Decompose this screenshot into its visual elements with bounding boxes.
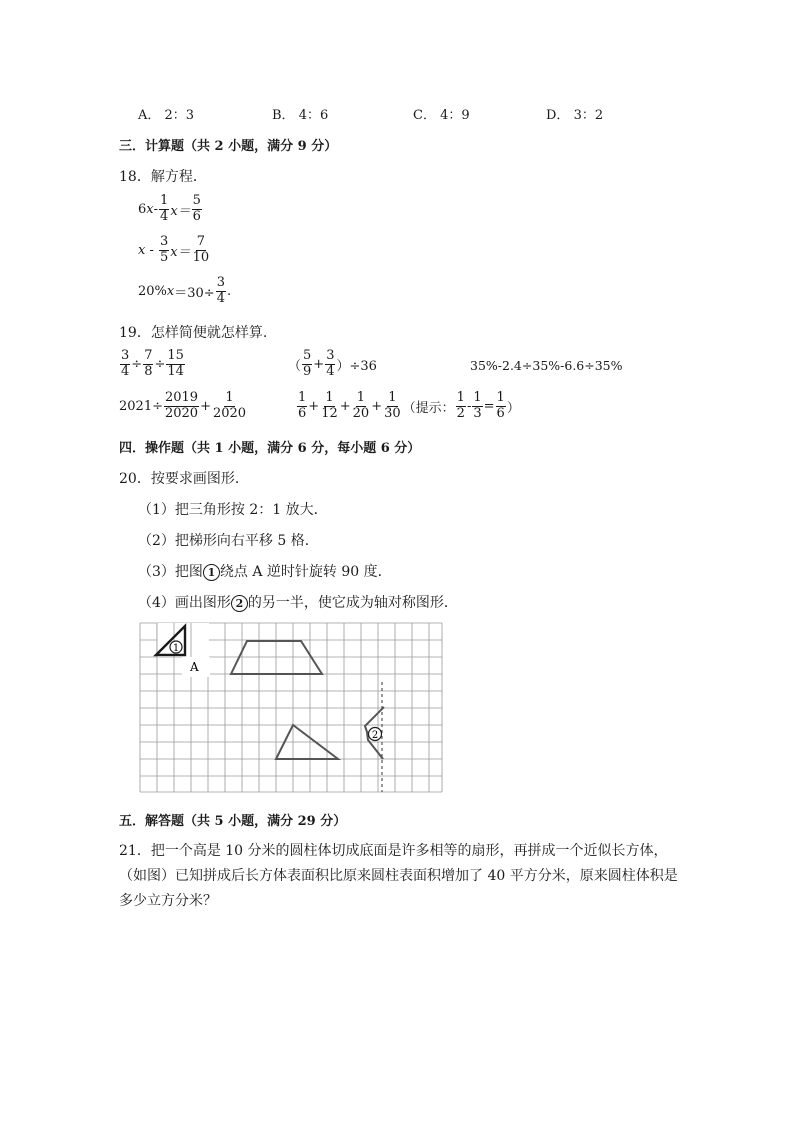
option-b: B． 4：6 [272, 108, 329, 123]
option-d: D． 3：2 [546, 108, 604, 123]
q19-expression-2: （ $\frac{5}{9}$ + $\frac{3}{4}$ ）÷36 [288, 348, 377, 379]
point-a-label: A [190, 660, 199, 674]
figure-2-label: 2 [371, 730, 379, 741]
q19-expression-1: $\frac{3}{4}$ ÷ $\frac{7}{8}$ ÷ $\frac{15}{14}$ [121, 348, 184, 379]
option-c: C． 4：9 [413, 108, 470, 123]
option-a: A． 2：3 [138, 108, 195, 123]
section-title-operation: 四．操作题（共 1 小题，满分 6 分，每小题 6 分） [119, 441, 421, 456]
q19-expression-5: $\frac{1}{6}$ + $\frac{1}{12}$ + $\frac{1}{20}$ + $\frac{1}{30}$ （提示： $\frac{1}{2}$ - $\frac{1}{3}$ = $\frac{1}{6}$ ） [298, 390, 520, 421]
q20-step-2: （2）把梯形向右平移 5 格． [138, 533, 319, 549]
q18-equation-2: x - $\frac{3}{5}$ x＝ $\frac{7}{10}$ [138, 234, 210, 265]
figure-2-marker: 2 [231, 595, 248, 612]
grid-figure [139, 622, 444, 794]
figure-1-label: 1 [172, 643, 180, 654]
q20-step-3: （3）把图 1 绕点 A 逆时针旋转 90 度． [138, 564, 392, 580]
q19-title: 19．怎样简便就怎样算. [119, 325, 268, 341]
q19-expression-4: 2021÷ $\frac{2019}{2020}$ + $\frac{1}{2020}$ [119, 390, 247, 421]
q21-text: 21．把一个高是 10 分米的圆柱体切成底面是许多相等的扇形，再拼成一个近似长方体，（如图）已知拼成后长方体表面积比原来圆柱表面积增加了 40 平方分米，原来圆柱体积是多少立方分米？ [119, 843, 678, 909]
q18-equation-1: 6 x - $\frac{1}{4}$ x＝ $\frac{5}{6}$ [138, 193, 201, 224]
q20-step-1: （1）把三角形按 2：1 放大． [138, 502, 328, 518]
q19-expression-3: 35%-2.4÷35%-6.6÷35% [470, 358, 623, 373]
q18-title: 18．解方程． [119, 169, 207, 185]
section-title-calc: 三．计算题（共 2 小题，满分 9 分） [119, 139, 338, 154]
q18-equation-3: 20% x ＝30÷ $\frac{3}{4}$ . [138, 275, 232, 306]
trapezoid [231, 641, 322, 674]
q20-title: 20．按要求画图形． [119, 471, 249, 487]
section-title-answer: 五．解答题（共 5 小题，满分 29 分） [119, 814, 347, 829]
q20-step-4: （4）画出图形 2 的另一半，使它成为轴对称图形． [138, 595, 458, 611]
figure-1-marker: 1 [203, 564, 220, 581]
